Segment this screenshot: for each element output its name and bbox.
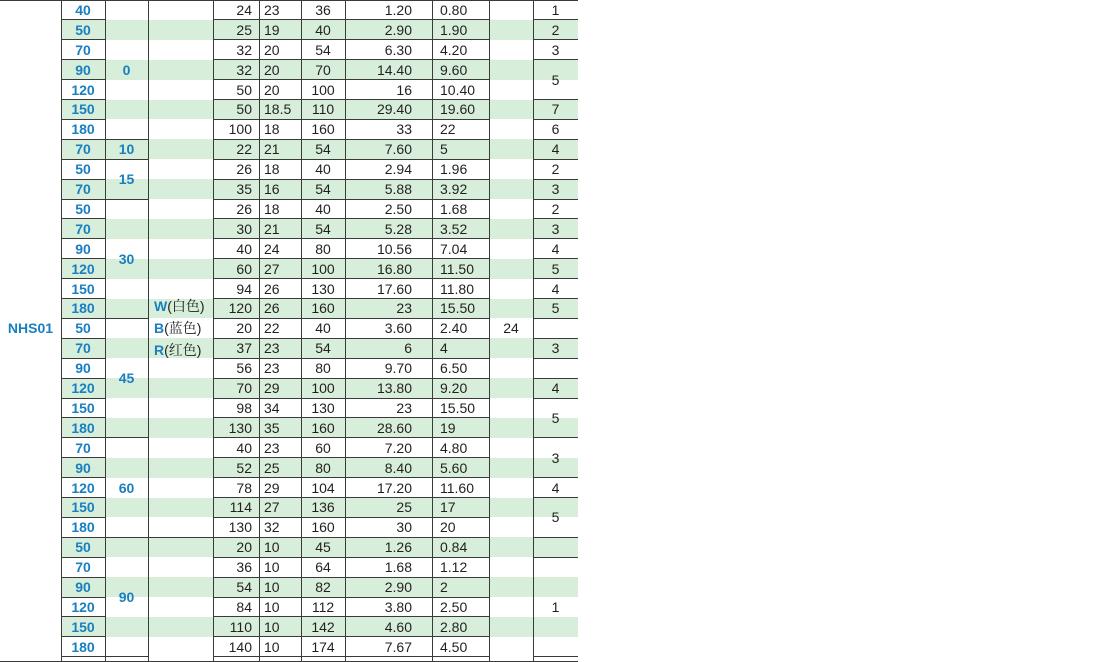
weight-2-cell: 9.60 (440, 61, 468, 78)
weight-1-cell: 28.60 (376, 419, 412, 436)
weight-1-cell: 4.60 (384, 618, 412, 635)
color-option (154, 339, 201, 361)
dim-c-cell: 40 (315, 21, 331, 38)
size-cell: 40 (75, 1, 91, 18)
dim-b-cell: 10 (264, 598, 280, 615)
size-cell: 120 (71, 479, 95, 496)
dim-c-cell: 45 (315, 539, 331, 556)
weight-2-cell: 1.90 (440, 21, 468, 38)
dim-a-cell: 140 (228, 638, 252, 655)
weight-1-cell: 5.88 (384, 181, 412, 198)
dim-c-cell: 54 (315, 220, 331, 237)
weight-1-cell: 7.20 (384, 439, 412, 456)
dim-c-cell: 136 (311, 499, 335, 516)
dim-a-cell: 114 (229, 499, 252, 516)
dim-a-cell: 40 (236, 439, 252, 456)
dim-a-cell: 22 (236, 141, 252, 158)
quantity-cell: 5 (551, 71, 560, 88)
weight-1-cell: 7.60 (384, 141, 412, 158)
weight-1-cell: 23 (396, 399, 412, 416)
quantity-cell: 2 (551, 161, 560, 178)
dim-b-cell: 32 (264, 519, 280, 536)
weight-2-cell: 2.40 (440, 320, 468, 337)
dim-a-cell: 32 (236, 61, 252, 78)
weight-2-cell: 2.50 (440, 598, 468, 615)
dim-a-cell: 130 (228, 419, 252, 436)
angle-cell: 0 (122, 61, 131, 78)
dim-a-cell: 25 (236, 21, 252, 38)
size-cell: 180 (71, 300, 95, 317)
size-cell: 180 (71, 419, 95, 436)
dim-a-cell: 84 (236, 598, 252, 615)
weight-1-cell: 29.40 (376, 101, 412, 118)
dim-b-cell: 29 (264, 479, 280, 496)
angle-cell: 90 (118, 588, 135, 605)
size-cell: 120 (71, 81, 95, 98)
dim-b-cell: 27 (264, 499, 280, 516)
weight-2-cell: 5.60 (440, 459, 468, 476)
dim-b-cell: 35 (264, 419, 280, 436)
quantity-cell: 4 (551, 479, 560, 496)
dim-b-cell: 34 (264, 399, 280, 416)
weight-1-cell: 14.40 (376, 61, 412, 78)
weight-2-cell: 15.50 (440, 300, 476, 317)
weight-1-cell: 13.80 (376, 380, 412, 397)
dim-b-cell: 27 (264, 260, 280, 277)
dim-a-cell: 26 (236, 200, 252, 217)
dim-b-cell: 22 (264, 320, 280, 337)
size-cell: 150 (71, 280, 95, 297)
dim-b-cell: 16 (264, 181, 280, 198)
weight-2-cell: 22 (440, 121, 456, 138)
dim-a-cell: 78 (236, 479, 252, 496)
weight-1-cell: 17.60 (376, 280, 412, 297)
color-stripe (148, 418, 213, 438)
dim-b-cell: 18 (264, 200, 280, 217)
dim-b-cell: 25 (264, 459, 280, 476)
angle-cell: 15 (118, 171, 135, 188)
weight-1-cell: 5.28 (384, 220, 412, 237)
color-stripe (148, 498, 213, 518)
size-cell: 70 (75, 220, 91, 237)
color-stripe (148, 259, 213, 279)
quantity-cell: 5 (551, 409, 560, 426)
quantity-cell (533, 537, 578, 557)
size-cell: 150 (71, 399, 95, 416)
dim-c-cell: 160 (311, 121, 335, 138)
weight-2-cell: 15.50 (440, 399, 476, 416)
size-cell: 150 (71, 618, 95, 635)
quantity-cell: 3 (551, 41, 560, 58)
weight-2-cell: 7.04 (440, 240, 468, 257)
quantity-cell: 3 (551, 220, 560, 237)
weight-2-cell: 11.50 (440, 260, 474, 277)
weight-2-cell: 4.20 (440, 41, 468, 58)
dim-b-cell: 29 (264, 380, 280, 397)
quantity-cell (533, 318, 578, 338)
dim-c-cell: 80 (315, 459, 331, 476)
dim-c-cell: 60 (315, 439, 331, 456)
color-stripe (148, 139, 213, 159)
dim-a-cell: 37 (236, 340, 252, 357)
quantity-cell (533, 358, 578, 378)
weight-1-cell: 10.56 (376, 240, 412, 257)
quantity-cell: 2 (551, 21, 560, 38)
color-code: W (154, 298, 168, 315)
dim-c-cell: 80 (315, 360, 331, 377)
dim-c-cell: 40 (315, 320, 331, 337)
quantity-cell: 4 (551, 280, 560, 297)
quantity-cell: 4 (551, 380, 560, 397)
weight-1-cell: 16.80 (376, 260, 412, 277)
dim-b-cell: 18.5 (264, 101, 292, 118)
color-stripe (148, 20, 213, 40)
weight-1-cell: 3.60 (384, 320, 412, 337)
color-stripe (148, 219, 213, 239)
dim-b-cell: 19 (264, 21, 280, 38)
dim-b-cell: 18 (264, 161, 280, 178)
size-cell: 90 (75, 360, 91, 377)
dim-c-cell: 160 (311, 419, 335, 436)
dim-a-cell: 50 (236, 81, 252, 98)
size-cell: 70 (75, 141, 91, 158)
weight-1-cell: 23 (396, 300, 412, 317)
weight-1-cell: 25 (396, 499, 412, 516)
dim-b-cell: 20 (264, 61, 280, 78)
weight-2-cell: 1.12 (440, 559, 468, 576)
weight-2-cell: 4.50 (440, 638, 468, 655)
color-stripe (148, 378, 213, 398)
dim-b-cell: 23 (264, 1, 280, 18)
size-cell: 150 (71, 499, 95, 516)
weight-2-cell: 2.80 (440, 618, 468, 635)
size-cell: 70 (75, 41, 91, 58)
weight-1-cell: 8.40 (384, 459, 412, 476)
weight-1-cell: 2.90 (384, 579, 412, 596)
quantity-cell: 6 (551, 121, 560, 138)
size-cell: 90 (75, 579, 91, 596)
size-cell: 150 (71, 101, 95, 118)
size-cell: 70 (75, 181, 91, 198)
quantity-cell: 7 (551, 101, 560, 118)
size-cell: 50 (75, 320, 91, 337)
color-option (154, 317, 201, 339)
weight-2-cell: 4 (440, 340, 448, 357)
dim-a-cell: 52 (236, 459, 252, 476)
weight-2-cell: 0.84 (440, 539, 468, 556)
dim-c-cell: 112 (311, 598, 335, 615)
dim-b-cell: 21 (264, 141, 280, 158)
dim-c-cell: 54 (315, 181, 331, 198)
dim-c-cell: 110 (311, 101, 335, 118)
dim-c-cell: 100 (311, 380, 335, 397)
dim-c-cell: 130 (311, 280, 335, 297)
dim-b-cell: 24 (264, 240, 280, 257)
dim-a-cell: 35 (236, 181, 252, 198)
dim-b-cell: 23 (264, 340, 280, 357)
weight-2-cell: 11.60 (440, 479, 474, 496)
dim-c-cell: 54 (315, 141, 331, 158)
dim-b-cell: 23 (264, 439, 280, 456)
dim-c-cell: 82 (315, 579, 331, 596)
size-cell: 120 (71, 598, 95, 615)
dim-c-cell: 100 (311, 260, 335, 277)
quantity-cell: 1 (551, 1, 560, 18)
dim-a-cell: 26 (236, 161, 252, 178)
dim-a-cell: 98 (236, 399, 252, 416)
weight-2-cell: 3.52 (440, 220, 468, 237)
quantity-cell: 3 (551, 449, 560, 466)
dim-b-cell: 23 (264, 360, 280, 377)
dim-c-cell: 36 (315, 1, 331, 18)
quantity-cell: 2 (551, 200, 560, 217)
dim-c-cell: 130 (311, 399, 335, 416)
color-stripe (148, 458, 213, 478)
angle-cell: 60 (118, 479, 135, 496)
dim-a-cell: 20 (236, 539, 252, 556)
dim-b-cell: 18 (264, 121, 280, 138)
size-cell: 120 (71, 380, 95, 397)
weight-2-cell: 6.50 (440, 360, 468, 377)
color-stripe (148, 537, 213, 557)
dim-c-cell: 80 (315, 240, 331, 257)
dim-c-cell: 40 (315, 161, 331, 178)
dim-c-cell: 64 (315, 559, 331, 576)
dim-c-cell: 70 (315, 61, 331, 78)
dim-b-cell: 10 (264, 638, 280, 655)
color-options (148, 295, 213, 363)
weight-2-cell: 5 (440, 141, 448, 158)
dim-a-cell: 70 (236, 380, 252, 397)
quantity-cell: 1 (551, 598, 560, 615)
weight-1-cell: 2.94 (384, 161, 412, 178)
size-cell: 180 (71, 519, 95, 536)
dim-a-cell: 56 (236, 360, 252, 377)
dim-a-cell: 32 (236, 41, 252, 58)
weight-2-cell: 0.80 (440, 1, 468, 18)
shared-value-cell: 24 (503, 320, 519, 337)
weight-2-cell: 1.96 (440, 161, 468, 178)
weight-2-cell: 4.80 (440, 439, 468, 456)
weight-1-cell: 30 (396, 519, 412, 536)
size-cell: 180 (71, 638, 95, 655)
weight-2-cell: 20 (440, 519, 456, 536)
dim-a-cell: 100 (228, 121, 252, 138)
dim-a-cell: 36 (236, 559, 252, 576)
weight-2-cell: 9.20 (440, 380, 468, 397)
dim-b-cell: 26 (264, 300, 280, 317)
color-stripe (148, 577, 213, 597)
quantity-cell: 5 (551, 300, 560, 317)
color-stripe (148, 100, 213, 120)
quantity-cell: 4 (551, 141, 560, 158)
color-option (154, 295, 205, 317)
color-stripe (148, 179, 213, 199)
weight-1-cell: 7.67 (384, 638, 412, 655)
angle-cell: 45 (118, 370, 135, 387)
quantity-cell: 5 (551, 260, 560, 277)
weight-1-cell: 1.20 (384, 1, 412, 18)
size-cell: 50 (75, 539, 91, 556)
color-code: R (154, 342, 165, 359)
color-stripe (148, 60, 213, 80)
color-name: (蓝色) (164, 320, 202, 337)
weight-1-cell: 6.30 (384, 41, 412, 58)
quantity-cell: 3 (551, 181, 560, 198)
quantity-cell: 3 (551, 340, 560, 357)
weight-1-cell: 3.80 (384, 598, 412, 615)
weight-1-cell: 6 (404, 340, 412, 357)
dim-b-cell: 10 (264, 618, 280, 635)
weight-1-cell: 9.70 (384, 360, 412, 377)
size-cell: 180 (71, 121, 95, 138)
size-cell: 70 (75, 559, 91, 576)
dim-c-cell: 54 (315, 41, 331, 58)
dim-b-cell: 20 (264, 81, 280, 98)
color-stripe (148, 617, 213, 637)
angle-cell: 30 (118, 250, 135, 267)
dim-c-cell: 40 (315, 200, 331, 217)
dim-b-cell: 10 (264, 539, 280, 556)
dim-c-cell: 100 (311, 81, 335, 98)
dim-c-cell: 174 (311, 638, 335, 655)
dim-a-cell: 24 (236, 1, 252, 18)
weight-2-cell: 2 (440, 579, 448, 596)
weight-2-cell: 19.60 (440, 101, 476, 118)
quantity-cell: 4 (551, 240, 560, 257)
weight-1-cell: 16 (396, 81, 412, 98)
dim-a-cell: 110 (229, 618, 252, 635)
dim-c-cell: 142 (311, 618, 335, 635)
size-cell: 70 (75, 439, 91, 456)
dim-a-cell: 50 (236, 101, 252, 118)
dim-b-cell: 10 (264, 579, 280, 596)
weight-1-cell: 2.90 (384, 21, 412, 38)
weight-1-cell: 33 (396, 121, 412, 138)
weight-2-cell: 3.92 (440, 181, 468, 198)
size-cell: 90 (75, 61, 91, 78)
dim-a-cell: 30 (236, 220, 252, 237)
color-code: B (154, 320, 165, 337)
dim-b-cell: 21 (264, 220, 280, 237)
weight-2-cell: 1.68 (440, 200, 468, 217)
color-name: (红色) (164, 342, 202, 359)
dim-c-cell: 104 (311, 479, 335, 496)
angle-cell: 10 (118, 141, 135, 158)
dim-a-cell: 94 (236, 280, 252, 297)
dim-a-cell: 54 (236, 579, 252, 596)
dim-a-cell: 120 (228, 300, 252, 317)
quantity-cell: 5 (551, 509, 560, 526)
dim-b-cell: 20 (264, 41, 280, 58)
color-name: (白色) (167, 298, 205, 315)
weight-1-cell: 1.68 (384, 559, 412, 576)
weight-1-cell: 2.50 (384, 200, 412, 217)
dim-c-cell: 160 (311, 300, 335, 317)
series-label: NHS01 (7, 320, 54, 337)
dim-a-cell: 130 (228, 519, 252, 536)
weight-2-cell: 17 (440, 499, 456, 516)
weight-1-cell: 1.26 (384, 539, 412, 556)
size-cell: 120 (71, 260, 95, 277)
size-cell: 50 (75, 200, 91, 217)
size-cell: 70 (75, 340, 91, 357)
dim-b-cell: 26 (264, 280, 280, 297)
dim-a-cell: 20 (236, 320, 252, 337)
size-cell: 90 (75, 459, 91, 476)
weight-2-cell: 10.40 (440, 81, 476, 98)
dim-a-cell: 60 (236, 260, 252, 277)
weight-2-cell: 11.80 (440, 280, 474, 297)
dim-c-cell: 160 (311, 519, 335, 536)
weight-2-cell: 19 (440, 419, 456, 436)
dim-c-cell: 54 (315, 340, 331, 357)
dim-b-cell: 10 (264, 559, 280, 576)
size-cell: 50 (75, 161, 91, 178)
size-cell: 50 (75, 21, 91, 38)
row-divider (148, 537, 213, 538)
size-cell: 90 (75, 240, 91, 257)
dim-a-cell: 40 (236, 240, 252, 257)
weight-1-cell: 17.20 (376, 479, 412, 496)
